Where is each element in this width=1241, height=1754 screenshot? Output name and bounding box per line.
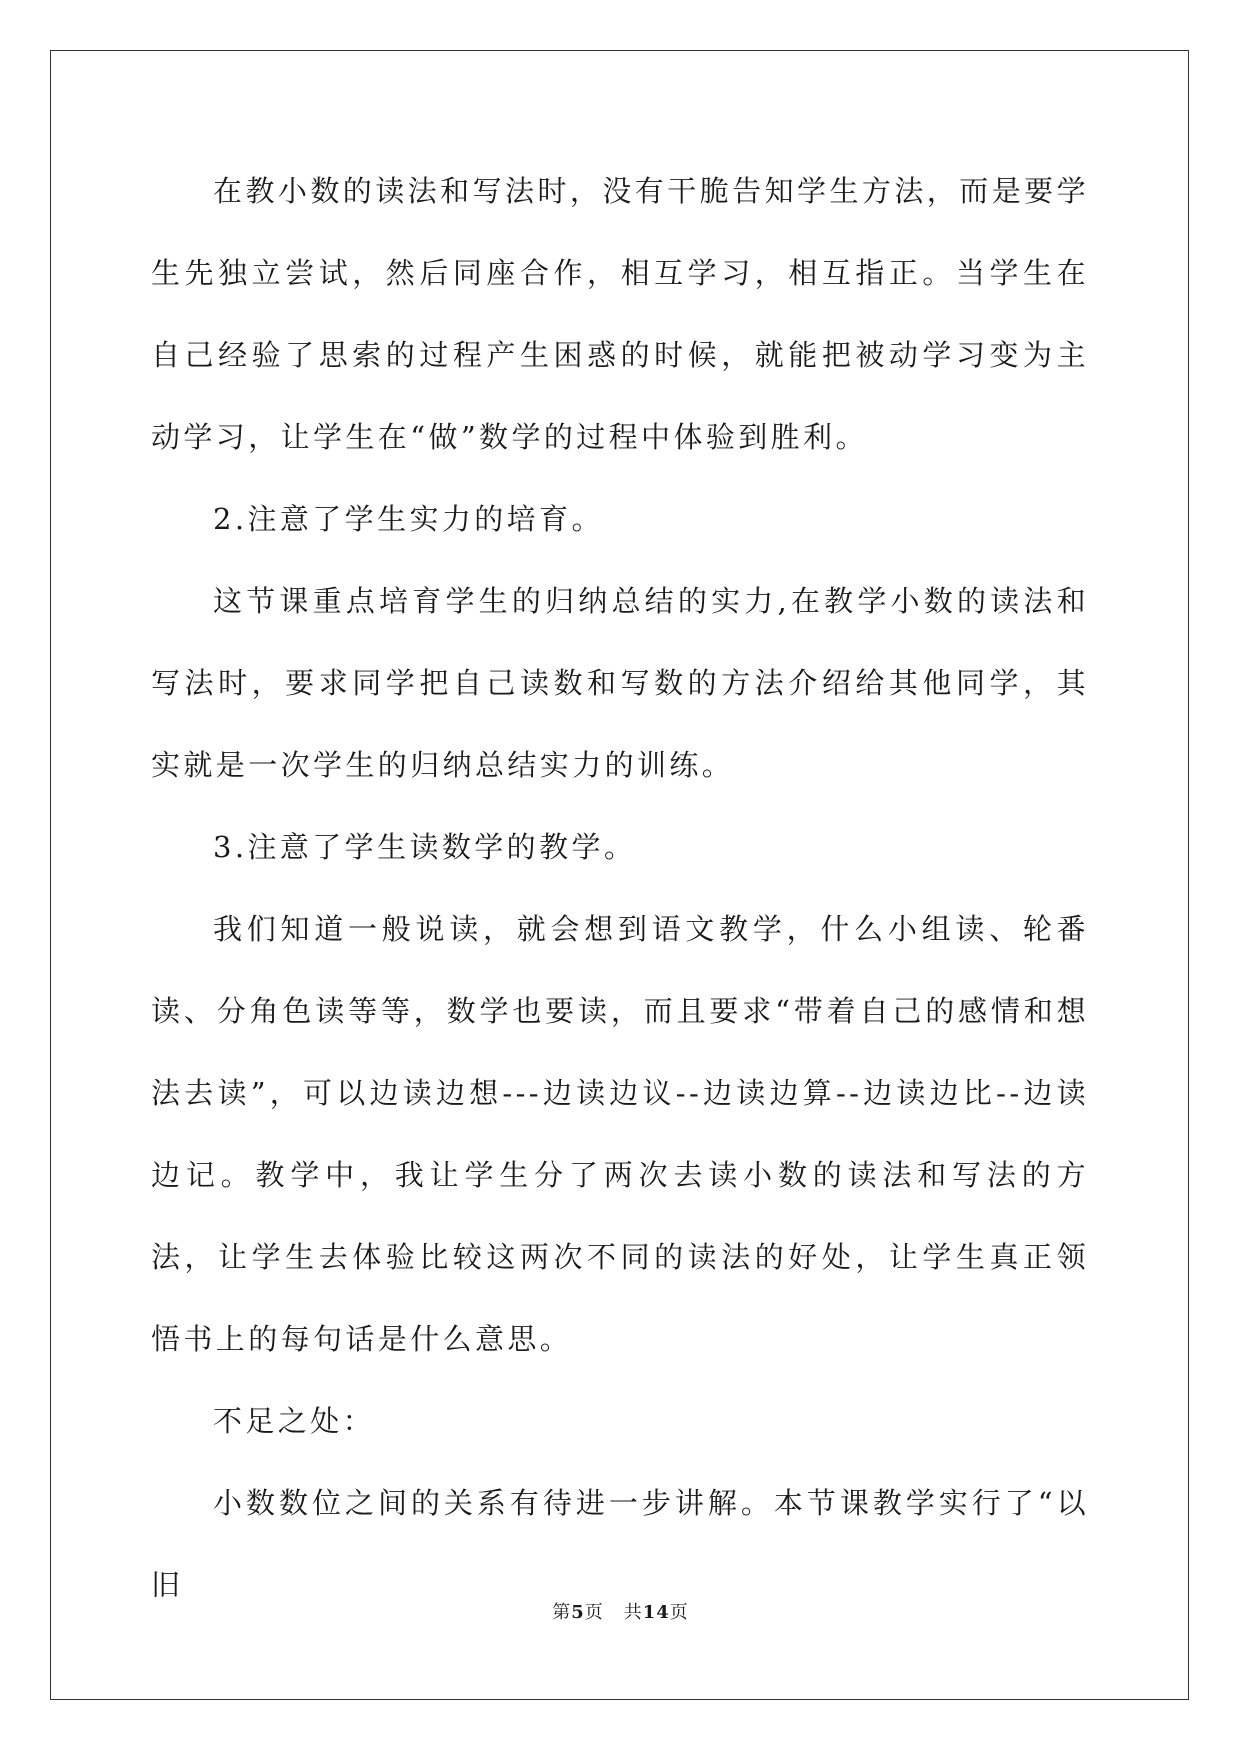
section-heading: 2.注意了学生实力的培育。 [213,502,604,536]
paragraph: 这节课重点培育学生的归纳总结的实力,在教学小数的读法和写法时，要求同学把自己读数和写数的方法介绍给其他同学，其实就是一次学生的归纳总结实力的训练。 [151,584,1089,782]
paragraph: 在教小数的读法和写法时，没有干脆告知学生方法，而是要学生先独立尝试，然后同座合作，相互学习，相互指正。当学生在自己经验了思索的过程产生困惑的时候，就能把被动学习变为主动学习，让学生在“做”数学的过程中体验到胜利。 [151,174,1089,454]
footer-total-prefix: 共 [623,1602,643,1623]
document-body [151,150,1089,1626]
current-page-number: 5 [571,1602,585,1623]
section-heading: 不足之处： [213,1404,376,1438]
footer-prefix: 第 [552,1602,572,1623]
footer-page-suffix: 页 [584,1602,604,1623]
section-heading: 3.注意了学生读数学的教学。 [213,830,637,864]
footer-total-suffix: 页 [669,1602,689,1623]
paragraph: 我们知道一般说读，就会想到语文教学，什么小组读、轮番读、分角色读等等，数学也要读，而且要求“带着自己的感情和想法去读”，可以边读边想---边读边议--边读边算--边读边比--边读边记。教学中，我让学生分了两次去读小数的读法和写法的方法，让学生去体验比较这两次不同的读法的好处，让学生真正领悟书上的每句话是什么意思。 [151,912,1089,1356]
total-pages-number: 14 [642,1602,670,1623]
page-footer [0,1601,1241,1625]
paragraph: 小数数位之间的关系有待进一步讲解。本节课教学实行了“以旧 [151,1486,1089,1602]
